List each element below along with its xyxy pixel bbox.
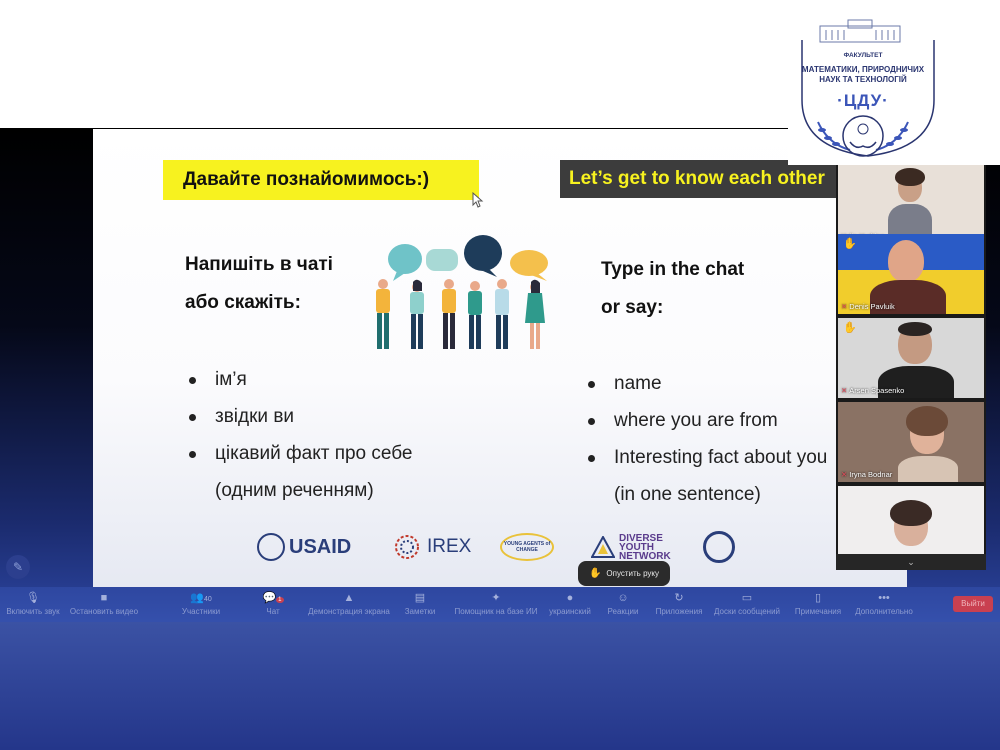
notes-annotations-button[interactable] xyxy=(790,591,846,621)
participant-body xyxy=(898,456,958,482)
tool-label: Приложения xyxy=(655,607,703,616)
ai-companion-button[interactable] xyxy=(450,591,542,621)
apps-button[interactable] xyxy=(652,591,706,621)
participant-tile[interactable] xyxy=(838,318,984,398)
notes-button[interactable] xyxy=(398,591,442,621)
prompt-en-line2: or say: xyxy=(601,297,664,318)
participant-hair xyxy=(895,168,925,186)
irex-logo xyxy=(393,527,471,567)
leave-meeting-button[interactable]: Выйти xyxy=(953,596,993,612)
tool-label: украинский xyxy=(549,607,591,616)
participants-button[interactable] xyxy=(178,591,224,621)
share-screen-icon: ▲ xyxy=(343,592,355,604)
usaid-logo-text: USAID xyxy=(289,535,352,558)
mic-muted-icon: ✕ xyxy=(841,470,848,479)
more-dots-icon: ••• xyxy=(878,592,890,604)
shared-slide xyxy=(93,129,907,587)
triangle-icon xyxy=(591,536,615,558)
usaid-logo xyxy=(257,527,351,567)
whiteboards-button[interactable] xyxy=(712,591,782,621)
participant-tile[interactable] xyxy=(838,402,984,482)
prompt-uk-line2: або скажіть: xyxy=(185,292,301,313)
dyn-line: DIVERSE xyxy=(619,532,663,544)
participant-name: ✕ Arsen Spasenko xyxy=(841,386,905,395)
list-item: name xyxy=(584,365,827,402)
hand-icon: ✋ xyxy=(588,568,602,579)
young-agents-logo xyxy=(500,527,554,567)
participants-icon: 👥40 xyxy=(190,592,212,604)
language-button[interactable] xyxy=(546,591,594,621)
dyn-line: NETWORK xyxy=(619,550,671,562)
slide-title-ukrainian: Давайте познайомимось:) xyxy=(163,160,479,200)
chat-badge: 1 xyxy=(278,597,282,603)
tool-label: Дополнительно xyxy=(855,607,913,616)
young-agents-logo-text: YOUNG AGENTS of CHANGE xyxy=(500,533,554,561)
list-item: ім’я xyxy=(185,361,413,398)
dyn-line: YOUTH xyxy=(619,541,654,553)
scroll-down-chevron-icon[interactable]: ⌄ xyxy=(836,554,986,570)
notes-icon: ▤ xyxy=(414,592,426,604)
tool-label: Заметки xyxy=(404,607,436,616)
bullet-list-ukrainian xyxy=(185,361,413,509)
tool-label: Демонстрация экрана xyxy=(308,607,390,616)
participant-hair xyxy=(906,406,948,436)
video-icon: ■ xyxy=(100,592,108,604)
people-chatting-illustration xyxy=(371,231,561,363)
participant-head xyxy=(888,240,924,282)
tool-label: Участники xyxy=(181,607,221,616)
irex-logo-text: IREX xyxy=(427,536,472,557)
raised-hand-icon: ✋ xyxy=(843,322,857,334)
share-screen-button[interactable] xyxy=(306,591,392,621)
slide-title-english: Let’s get to know each other xyxy=(560,160,850,198)
university-abbreviation: ·ЦДУ· xyxy=(837,91,889,110)
meeting-toolbar xyxy=(0,587,1000,622)
globe-icon: ● xyxy=(566,592,574,604)
tool-label: Доски сообщений xyxy=(713,607,780,616)
tool-label: Помощник на базе ИИ xyxy=(454,607,538,616)
more-button[interactable] xyxy=(852,591,916,621)
participant-tile[interactable] xyxy=(838,486,984,554)
list-item: Interesting fact about you xyxy=(584,439,827,476)
prompt-en-line1: Type in the chat xyxy=(601,259,745,280)
participant-hair xyxy=(898,322,932,336)
faculty-name-line: НАУК ТА ТЕХНОЛОГІЙ xyxy=(819,75,907,84)
list-item-continuation: (одним реченням) xyxy=(215,480,374,501)
unmute-button[interactable] xyxy=(4,591,62,621)
prompt-ukrainian xyxy=(185,246,333,322)
faculty-name-line: МАТЕМАТИКИ, ПРИРОДНИЧИХ xyxy=(801,65,925,74)
tool-label: Включить звук xyxy=(6,607,60,616)
tool-label: Реакции xyxy=(607,607,639,616)
faculty-name xyxy=(788,65,938,85)
lower-hand-label: Опустить руку xyxy=(606,569,660,578)
whiteboard-icon: ▭ xyxy=(741,592,753,604)
participant-tile[interactable] xyxy=(838,234,984,314)
participants-count: 40 xyxy=(203,596,212,603)
faculty-label: ФАКУЛЬТЕТ xyxy=(843,52,883,59)
mic-muted-icon: 🎙 xyxy=(26,592,40,604)
list-item-continuation: (in one sentence) xyxy=(614,484,761,505)
tool-label: Чат xyxy=(266,607,280,616)
partner-circle-icon xyxy=(703,531,735,563)
chat-icon: 💬 1 xyxy=(262,592,282,604)
document-icon: ▯ xyxy=(814,592,822,604)
raised-hand-icon: ✋ xyxy=(843,238,857,250)
faculty-logo xyxy=(788,0,1000,165)
lower-hand-button[interactable] xyxy=(578,561,670,586)
list-item: where you are from xyxy=(584,402,827,439)
sponsor-logos xyxy=(93,527,907,567)
stop-video-button[interactable] xyxy=(68,591,140,621)
mic-muted-icon: ✕ xyxy=(841,302,848,311)
participant-name: ✕ Denis Pavluik xyxy=(841,302,895,311)
tool-label: Примечания xyxy=(794,607,842,616)
tool-label: Остановить видео xyxy=(69,607,139,616)
ai-sparkle-icon: ✦ xyxy=(491,592,501,604)
participant-video-panel xyxy=(836,164,986,570)
apps-icon: ↻ xyxy=(674,592,684,604)
participant-tile[interactable] xyxy=(838,164,984,244)
partner-circle-logo xyxy=(703,527,735,567)
participant-name: ✕ Iryna Bodnar xyxy=(841,470,893,479)
laurel-hands-emblem-icon xyxy=(808,112,918,162)
list-item: звідки ви xyxy=(185,398,413,435)
irex-mark-icon xyxy=(393,533,421,561)
prompt-uk-line1: Напишіть в чаті xyxy=(185,254,333,275)
reactions-icon: ☺ xyxy=(617,592,629,604)
participant-hair xyxy=(890,500,932,526)
usaid-seal-icon xyxy=(257,533,285,561)
chat-button[interactable] xyxy=(258,591,288,621)
prompt-english xyxy=(601,251,744,327)
list-item: цікавий факт про себе xyxy=(185,435,413,472)
annotate-pencil-icon[interactable]: ✎ xyxy=(6,555,30,579)
mouse-cursor-icon xyxy=(472,192,484,208)
bottom-band xyxy=(0,622,1000,750)
reactions-button[interactable] xyxy=(604,591,642,621)
bullet-list-english xyxy=(584,365,827,513)
mic-muted-icon: ✕ xyxy=(841,386,848,395)
